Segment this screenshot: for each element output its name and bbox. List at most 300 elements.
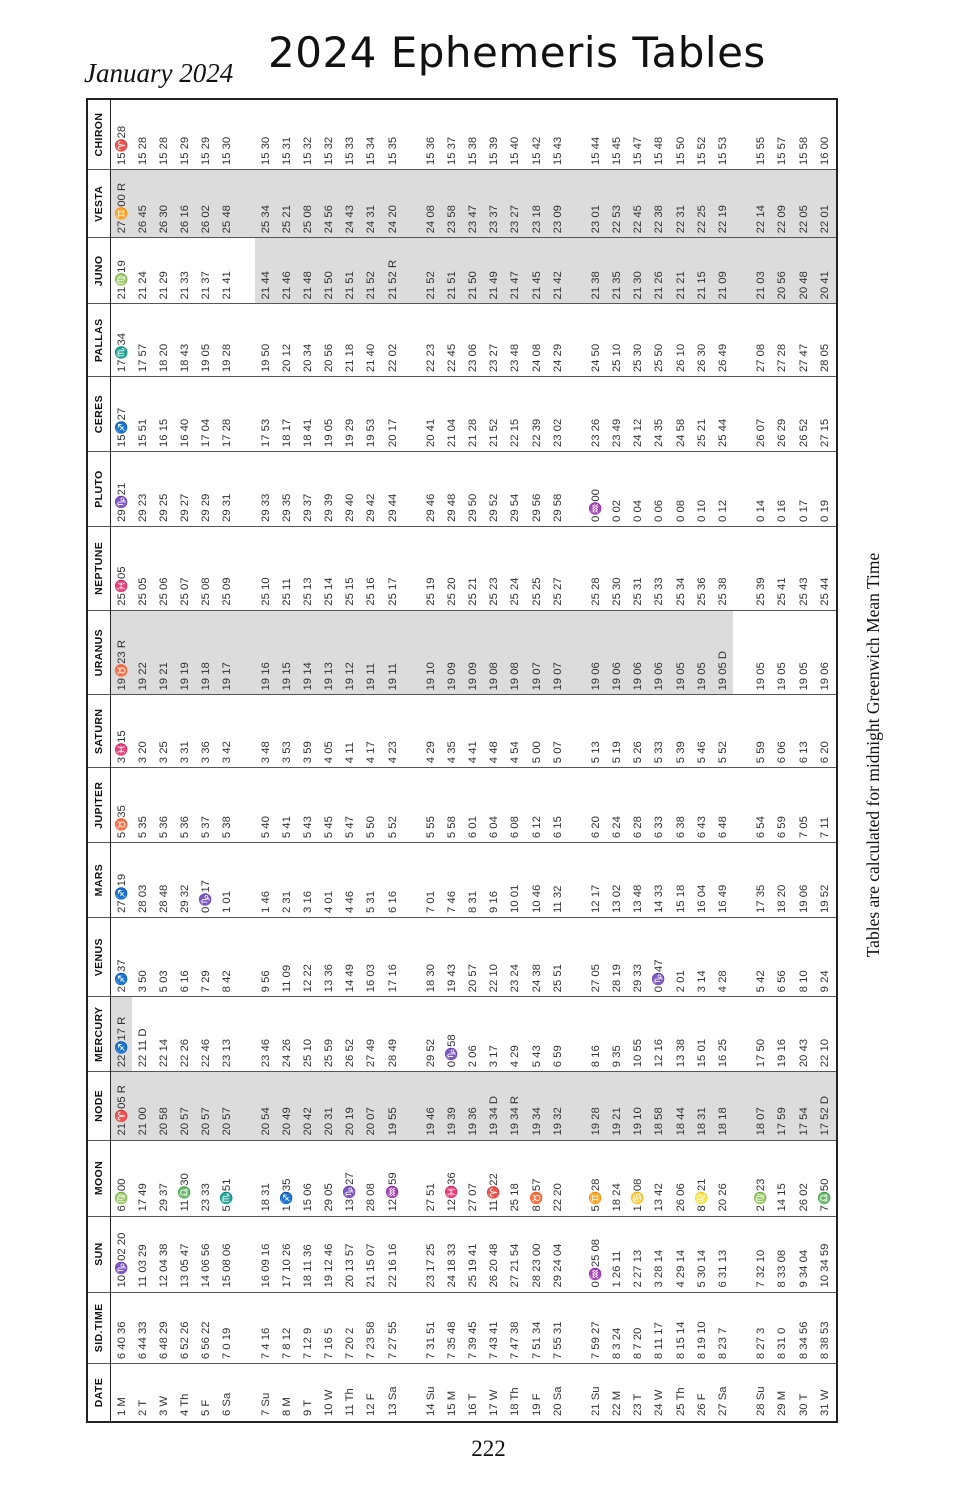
separator-cell bbox=[733, 610, 750, 695]
table-cell: 6 40 36 bbox=[111, 1292, 133, 1364]
table-cell: 23 02 bbox=[547, 377, 568, 452]
table-cell: 8♌21 bbox=[691, 1140, 712, 1216]
table-cell: 20 49 bbox=[276, 1072, 297, 1140]
table-cell: 5 42 bbox=[751, 918, 772, 997]
table-cell: 26 49 bbox=[712, 304, 733, 377]
table-cell: 21 49 bbox=[484, 238, 505, 304]
table-cell: 9 34 04 bbox=[793, 1216, 814, 1292]
separator-cell bbox=[568, 526, 585, 610]
column-header: URANUS bbox=[87, 610, 111, 695]
table-cell: 20 58 bbox=[153, 1072, 174, 1140]
separator-cell bbox=[403, 377, 420, 452]
separator-cell bbox=[568, 768, 585, 843]
separator-cell bbox=[238, 377, 255, 452]
table-cell: 15 06 bbox=[297, 1140, 318, 1216]
table-cell: 19 05 bbox=[793, 610, 814, 695]
table-cell: 25 10 bbox=[607, 304, 628, 377]
table-cell: 19 28 bbox=[217, 304, 238, 377]
table-cell: 3 17 bbox=[484, 997, 505, 1072]
table-cell: 25 10 bbox=[255, 526, 276, 610]
table-cell: 15 39 bbox=[488, 136, 501, 166]
table-cell: 1 01 bbox=[217, 843, 238, 918]
column-header: NEPTUNE bbox=[87, 526, 111, 610]
date-cell: 2 T bbox=[132, 1364, 153, 1422]
table-row bbox=[111, 99, 133, 1422]
date-cell: 24 W bbox=[649, 1364, 670, 1422]
table-cell: 6 12 bbox=[526, 768, 547, 843]
separator-cell bbox=[568, 170, 585, 238]
table-cell: 18 07 bbox=[751, 1072, 772, 1140]
table-cell: 19 11 bbox=[361, 610, 382, 695]
date-cell: 10 W bbox=[319, 1364, 340, 1422]
column-header: PLUTO bbox=[87, 452, 111, 527]
table-cell: 20 41 bbox=[814, 238, 837, 304]
table-cell: 5 59 bbox=[751, 695, 772, 768]
table-cell: 19 17 bbox=[217, 610, 238, 695]
table-cell: 19 21 bbox=[153, 610, 174, 695]
separator-cell bbox=[733, 238, 750, 304]
table-cell: 4 29 bbox=[420, 695, 441, 768]
table-cell: 21 09 bbox=[712, 238, 733, 304]
table-cell: 8 31 0 bbox=[772, 1292, 793, 1364]
table-cell: 29 52 bbox=[484, 452, 505, 527]
table-cell: 17 28 bbox=[217, 377, 238, 452]
table-cell: 19 08 bbox=[484, 610, 505, 695]
separator-cell bbox=[238, 99, 255, 170]
table-cell: 22 16 16 bbox=[382, 1216, 403, 1292]
separator-cell bbox=[238, 170, 255, 238]
separator-cell bbox=[238, 695, 255, 768]
table-row bbox=[340, 99, 361, 1422]
date-cell: 27 Sa bbox=[712, 1364, 733, 1422]
separator-cell bbox=[568, 304, 585, 377]
table-cell: 5 47 bbox=[340, 768, 361, 843]
table-cell: 25 25 bbox=[526, 526, 547, 610]
table-cell: 19 06 bbox=[586, 610, 607, 695]
table-cell: 7 47 38 bbox=[505, 1292, 526, 1364]
table-cell: 3 48 bbox=[255, 695, 276, 768]
table-cell: 28 49 bbox=[382, 997, 403, 1072]
separator-cell bbox=[568, 918, 585, 997]
separator-cell bbox=[238, 610, 255, 695]
table-cell: 15 52 bbox=[695, 136, 708, 166]
table-cell: 23 48 bbox=[505, 304, 526, 377]
table-cell: 21 15 bbox=[691, 238, 712, 304]
table-cell: 26 20 48 bbox=[484, 1216, 505, 1292]
table-row bbox=[175, 99, 196, 1422]
table-cell: 7 35 48 bbox=[441, 1292, 462, 1364]
table-cell: 26 02 bbox=[196, 170, 217, 238]
table-cell: 25 19 bbox=[420, 526, 441, 610]
table-cell: 23 09 bbox=[547, 170, 568, 238]
table-cell: 7♎50 bbox=[814, 1140, 837, 1216]
table-cell: 5 07 bbox=[547, 695, 568, 768]
table-cell: 21 48 bbox=[297, 238, 318, 304]
ephemeris-table-rotated bbox=[86, 98, 838, 1423]
separator-cell bbox=[403, 843, 420, 918]
table-cell: 20 07 bbox=[361, 1072, 382, 1140]
table-cell: 26 10 bbox=[670, 304, 691, 377]
date-cell: 1 M bbox=[111, 1364, 133, 1422]
table-cell: 19 05 bbox=[751, 610, 772, 695]
table-cell: 29 32 bbox=[175, 843, 196, 918]
separator-cell bbox=[238, 238, 255, 304]
table-cell: 19 16 bbox=[772, 997, 793, 1072]
separator-cell bbox=[238, 843, 255, 918]
date-cell: 13 Sa bbox=[382, 1364, 403, 1422]
table-cell: 15 47 bbox=[632, 136, 645, 166]
table-cell: 15 45 bbox=[611, 136, 624, 166]
week-separator bbox=[733, 99, 750, 1422]
separator-cell bbox=[238, 452, 255, 527]
table-cell: 6 54 bbox=[751, 768, 772, 843]
column-header: SID.TIME bbox=[87, 1292, 111, 1364]
date-cell: 4 Th bbox=[175, 1364, 196, 1422]
table-cell: 23 46 bbox=[255, 997, 276, 1072]
table-cell: 25 17 bbox=[382, 526, 403, 610]
table-cell: 24 08 bbox=[526, 304, 547, 377]
column-header: PALLAS bbox=[87, 304, 111, 377]
date-cell: 7 Su bbox=[255, 1364, 276, 1422]
separator-cell bbox=[733, 304, 750, 377]
table-cell: 7 27 55 bbox=[382, 1292, 403, 1364]
separator-cell bbox=[568, 1292, 585, 1364]
table-cell: 25♓05 bbox=[111, 526, 133, 610]
table-row bbox=[547, 99, 568, 1422]
table-cell: 15♐27 bbox=[111, 377, 133, 452]
table-cell: 29 46 bbox=[420, 452, 441, 527]
table-cell: 6 31 13 bbox=[712, 1216, 733, 1292]
table-cell: 6 48 bbox=[712, 768, 733, 843]
table-cell: 23 58 bbox=[441, 170, 462, 238]
table-cell: 19 11 bbox=[382, 610, 403, 695]
table-cell: 13♑27 bbox=[340, 1140, 361, 1216]
table-cell: 22 38 bbox=[649, 170, 670, 238]
table-cell: 20 42 bbox=[297, 1072, 318, 1140]
table-row bbox=[297, 99, 318, 1422]
table-cell: 13 36 bbox=[319, 918, 340, 997]
column-header: MERCURY bbox=[87, 997, 111, 1072]
table-cell: 12♓36 bbox=[441, 1140, 462, 1216]
table-cell: 22 02 bbox=[382, 304, 403, 377]
table-cell: 29 52 bbox=[420, 997, 441, 1072]
table-cell: 21 30 bbox=[628, 238, 649, 304]
table-cell: 29 27 bbox=[175, 452, 196, 527]
table-cell: 0♑47 bbox=[649, 918, 670, 997]
table-cell: 13 42 bbox=[649, 1140, 670, 1216]
table-cell: 25 44 bbox=[712, 377, 733, 452]
table-cell: 6 59 bbox=[772, 768, 793, 843]
table-cell: 8 3 24 bbox=[607, 1292, 628, 1364]
separator-cell bbox=[733, 526, 750, 610]
table-cell: 8 7 20 bbox=[628, 1292, 649, 1364]
week-separator bbox=[568, 99, 585, 1422]
table-row bbox=[441, 99, 462, 1422]
separator-cell bbox=[238, 1364, 255, 1422]
table-cell: 25 08 bbox=[196, 526, 217, 610]
table-cell: 14 15 bbox=[772, 1140, 793, 1216]
table-cell: 5 30 14 bbox=[691, 1216, 712, 1292]
table-cell: 26 29 bbox=[772, 377, 793, 452]
date-cell: 9 T bbox=[297, 1364, 318, 1422]
date-cell: 29 M bbox=[772, 1364, 793, 1422]
ephemeris-table-frame bbox=[86, 98, 838, 1423]
table-cell: 15 44 bbox=[590, 136, 603, 166]
table-cell: 19 34 D bbox=[484, 1072, 505, 1140]
table-cell: 29 48 bbox=[441, 452, 462, 527]
table-cell: 20 31 bbox=[319, 1072, 340, 1140]
table-row bbox=[255, 99, 276, 1422]
table-cell: 15 32 bbox=[323, 136, 336, 166]
table-cell: 25 05 bbox=[132, 526, 153, 610]
table-cell: 4 11 bbox=[340, 695, 361, 768]
table-cell: 25 48 bbox=[217, 170, 238, 238]
separator-cell bbox=[403, 997, 420, 1072]
table-cell: 5♏51 bbox=[217, 1140, 238, 1216]
table-cell: 4 46 bbox=[340, 843, 361, 918]
separator-cell bbox=[733, 170, 750, 238]
date-cell: 19 F bbox=[526, 1364, 547, 1422]
table-cell: 5 19 bbox=[607, 695, 628, 768]
date-cell: 6 Sa bbox=[217, 1364, 238, 1422]
table-cell: 6 43 bbox=[691, 768, 712, 843]
table-cell: 29 40 bbox=[340, 452, 361, 527]
separator-cell bbox=[568, 1364, 585, 1422]
table-cell: 5 31 bbox=[361, 843, 382, 918]
table-cell: 6 52 26 bbox=[175, 1292, 196, 1364]
table-cell: 23 17 25 bbox=[420, 1216, 441, 1292]
table-cell: 9 56 bbox=[255, 918, 276, 997]
table-cell: 28 23 00 bbox=[526, 1216, 547, 1292]
table-cell: 19 08 bbox=[505, 610, 526, 695]
table-cell: 22 39 bbox=[526, 377, 547, 452]
column-header: SATURN bbox=[87, 695, 111, 768]
table-cell: 15 55 bbox=[755, 136, 768, 166]
table-cell: 24 18 33 bbox=[441, 1216, 462, 1292]
table-cell: 21 46 bbox=[276, 238, 297, 304]
table-cell: 4 28 bbox=[712, 918, 733, 997]
table-cell: 6 16 bbox=[382, 843, 403, 918]
table-cell: 6 48 29 bbox=[153, 1292, 174, 1364]
table-cell: 25 30 bbox=[628, 304, 649, 377]
table-cell: 7 16 5 bbox=[319, 1292, 340, 1364]
table-row bbox=[420, 99, 441, 1422]
table-cell: 29 44 bbox=[382, 452, 403, 527]
table-cell: 22 25 bbox=[691, 170, 712, 238]
table-cell: 5 33 bbox=[649, 695, 670, 768]
table-cell: 23 27 bbox=[484, 304, 505, 377]
table-cell: 6 13 bbox=[793, 695, 814, 768]
week-separator bbox=[238, 99, 255, 1422]
table-cell: 8♉57 bbox=[526, 1140, 547, 1216]
table-cell: 21 26 bbox=[649, 238, 670, 304]
page-title: 2024 Ephemeris Tables bbox=[268, 28, 766, 77]
table-cell: 21 37 bbox=[196, 238, 217, 304]
separator-cell bbox=[403, 1364, 420, 1422]
table-row bbox=[319, 99, 340, 1422]
table-cell: 6 56 bbox=[772, 918, 793, 997]
table-cell: 25 34 bbox=[670, 526, 691, 610]
table-cell: 19 50 bbox=[255, 304, 276, 377]
table-cell: 29 33 bbox=[628, 918, 649, 997]
table-cell: 5 58 bbox=[441, 768, 462, 843]
page-number: 222 bbox=[471, 1436, 506, 1461]
separator-cell bbox=[403, 1216, 420, 1292]
table-cell: 17♏34 bbox=[111, 304, 133, 377]
table-cell: 21 52 bbox=[361, 238, 382, 304]
table-cell: 5 39 bbox=[670, 695, 691, 768]
table-cell: 11 32 bbox=[547, 843, 568, 918]
table-cell: 24 08 bbox=[420, 170, 441, 238]
table-cell: 23 47 bbox=[463, 170, 484, 238]
table-cell: 21 47 bbox=[505, 238, 526, 304]
date-cell: 12 F bbox=[361, 1364, 382, 1422]
column-header: CERES bbox=[87, 377, 111, 452]
separator-cell bbox=[403, 99, 420, 170]
table-cell: 29 29 bbox=[196, 452, 217, 527]
table-cell: 8 38 53 bbox=[814, 1292, 837, 1364]
column-header: DATE bbox=[87, 1364, 111, 1422]
table-cell: 5♊28 bbox=[586, 1140, 607, 1216]
separator-cell bbox=[403, 1072, 420, 1140]
table-cell: 5 41 bbox=[276, 768, 297, 843]
date-cell: 28 Su bbox=[751, 1364, 772, 1422]
table-row bbox=[217, 99, 238, 1422]
table-cell: 17 04 bbox=[196, 377, 217, 452]
table-cell: 19♉23 R bbox=[111, 610, 133, 695]
table-cell: 22 26 bbox=[175, 997, 196, 1072]
table-cell: 7 4 16 bbox=[255, 1292, 276, 1364]
table-cell: 1 46 bbox=[255, 843, 276, 918]
table-cell: 19 43 bbox=[441, 918, 462, 997]
table-cell: 11 03 29 bbox=[132, 1216, 153, 1292]
table-cell: 24 58 bbox=[670, 377, 691, 452]
table-cell: 25 20 bbox=[441, 526, 462, 610]
column-header: MARS bbox=[87, 843, 111, 918]
separator-cell bbox=[733, 1216, 750, 1292]
table-cell: 19 06 bbox=[607, 610, 628, 695]
table-cell: 25 27 bbox=[547, 526, 568, 610]
table-cell: 10 46 bbox=[526, 843, 547, 918]
table-cell: 19 21 bbox=[607, 1072, 628, 1140]
table-cell: 4 54 bbox=[505, 695, 526, 768]
table-cell: 12 16 bbox=[649, 997, 670, 1072]
table-cell: 22 45 bbox=[628, 170, 649, 238]
column-header: JUPITER bbox=[87, 768, 111, 843]
table-cell: 7 8 12 bbox=[276, 1292, 297, 1364]
table-cell: 4 17 bbox=[361, 695, 382, 768]
table-cell: 25 21 bbox=[276, 170, 297, 238]
separator-cell bbox=[238, 1140, 255, 1216]
separator-cell bbox=[568, 452, 585, 527]
table-cell: 19 09 bbox=[463, 610, 484, 695]
table-cell: 3 16 bbox=[297, 843, 318, 918]
table-cell: 4 35 bbox=[441, 695, 462, 768]
table-cell: 2 27 13 bbox=[628, 1216, 649, 1292]
table-cell: 19 53 bbox=[361, 377, 382, 452]
table-cell: 25 09 bbox=[217, 526, 238, 610]
separator-cell bbox=[568, 695, 585, 768]
date-cell: 16 T bbox=[463, 1364, 484, 1422]
table-cell: 15 37 bbox=[446, 136, 459, 166]
separator-cell bbox=[403, 1140, 420, 1216]
table-cell: 24 12 bbox=[628, 377, 649, 452]
table-row bbox=[691, 99, 712, 1422]
date-cell: 11 Th bbox=[340, 1364, 361, 1422]
table-cell: 21 33 bbox=[175, 238, 196, 304]
table-cell: 3 36 bbox=[196, 695, 217, 768]
table-cell: 18 30 bbox=[420, 918, 441, 997]
table-cell: 5 00 bbox=[526, 695, 547, 768]
table-row bbox=[132, 99, 153, 1422]
date-cell: 26 F bbox=[691, 1364, 712, 1422]
table-cell: 5 03 bbox=[153, 918, 174, 997]
table-cell: 15 42 bbox=[530, 136, 543, 166]
table-cell: 5 43 bbox=[297, 768, 318, 843]
table-cell: 6 33 bbox=[649, 768, 670, 843]
table-cell: 19 10 bbox=[420, 610, 441, 695]
separator-cell bbox=[403, 768, 420, 843]
separator-cell bbox=[403, 452, 420, 527]
separator-cell bbox=[733, 695, 750, 768]
table-cell: 21♍19 bbox=[111, 238, 133, 304]
table-cell: 5 50 bbox=[361, 768, 382, 843]
ephemeris-table bbox=[86, 98, 838, 1423]
separator-cell bbox=[568, 238, 585, 304]
table-cell: 19 52 bbox=[814, 843, 837, 918]
table-cell: 18 18 bbox=[712, 1072, 733, 1140]
table-cell: 18 17 bbox=[276, 377, 297, 452]
table-cell: 28 19 bbox=[607, 918, 628, 997]
date-cell: 14 Su bbox=[420, 1364, 441, 1422]
table-cell: 22 05 bbox=[793, 170, 814, 238]
table-cell: 19 06 bbox=[628, 610, 649, 695]
table-cell: 18 41 bbox=[297, 377, 318, 452]
table-cell: 21 52 bbox=[484, 377, 505, 452]
table-cell: 7 51 34 bbox=[526, 1292, 547, 1364]
table-cell: 25 30 bbox=[607, 526, 628, 610]
table-cell: 28 08 bbox=[361, 1140, 382, 1216]
table-cell: 21 24 bbox=[132, 238, 153, 304]
table-cell: 21 45 bbox=[526, 238, 547, 304]
date-cell: 3 W bbox=[153, 1364, 174, 1422]
table-cell: 19 19 bbox=[175, 610, 196, 695]
table-cell: 6 08 bbox=[505, 768, 526, 843]
table-cell: 24 43 bbox=[340, 170, 361, 238]
table-cell: 5 52 bbox=[382, 768, 403, 843]
table-cell: 7 32 10 bbox=[751, 1216, 772, 1292]
table-cell: 3 59 bbox=[297, 695, 318, 768]
table-cell: 23 18 bbox=[526, 170, 547, 238]
table-cell: 21 35 bbox=[607, 238, 628, 304]
table-cell: 7 31 51 bbox=[420, 1292, 441, 1364]
table-cell: 0 06 bbox=[649, 452, 670, 527]
table-cell: 6 56 22 bbox=[196, 1292, 217, 1364]
table-cell: 17 52 D bbox=[814, 1072, 837, 1140]
table-cell: 12 22 bbox=[297, 918, 318, 997]
table-cell: 19 16 bbox=[255, 610, 276, 695]
table-cell: 7 29 bbox=[196, 918, 217, 997]
table-cell: 29 37 bbox=[297, 452, 318, 527]
separator-cell bbox=[403, 610, 420, 695]
table-cell: 15 08 06 bbox=[217, 1216, 238, 1292]
table-cell: 21 40 bbox=[361, 304, 382, 377]
table-cell: 5 38 bbox=[217, 768, 238, 843]
table-cell: 23 49 bbox=[607, 377, 628, 452]
table-cell: 3 14 bbox=[691, 918, 712, 997]
column-header: JUNO bbox=[87, 238, 111, 304]
table-cell: 15 48 bbox=[653, 136, 666, 166]
